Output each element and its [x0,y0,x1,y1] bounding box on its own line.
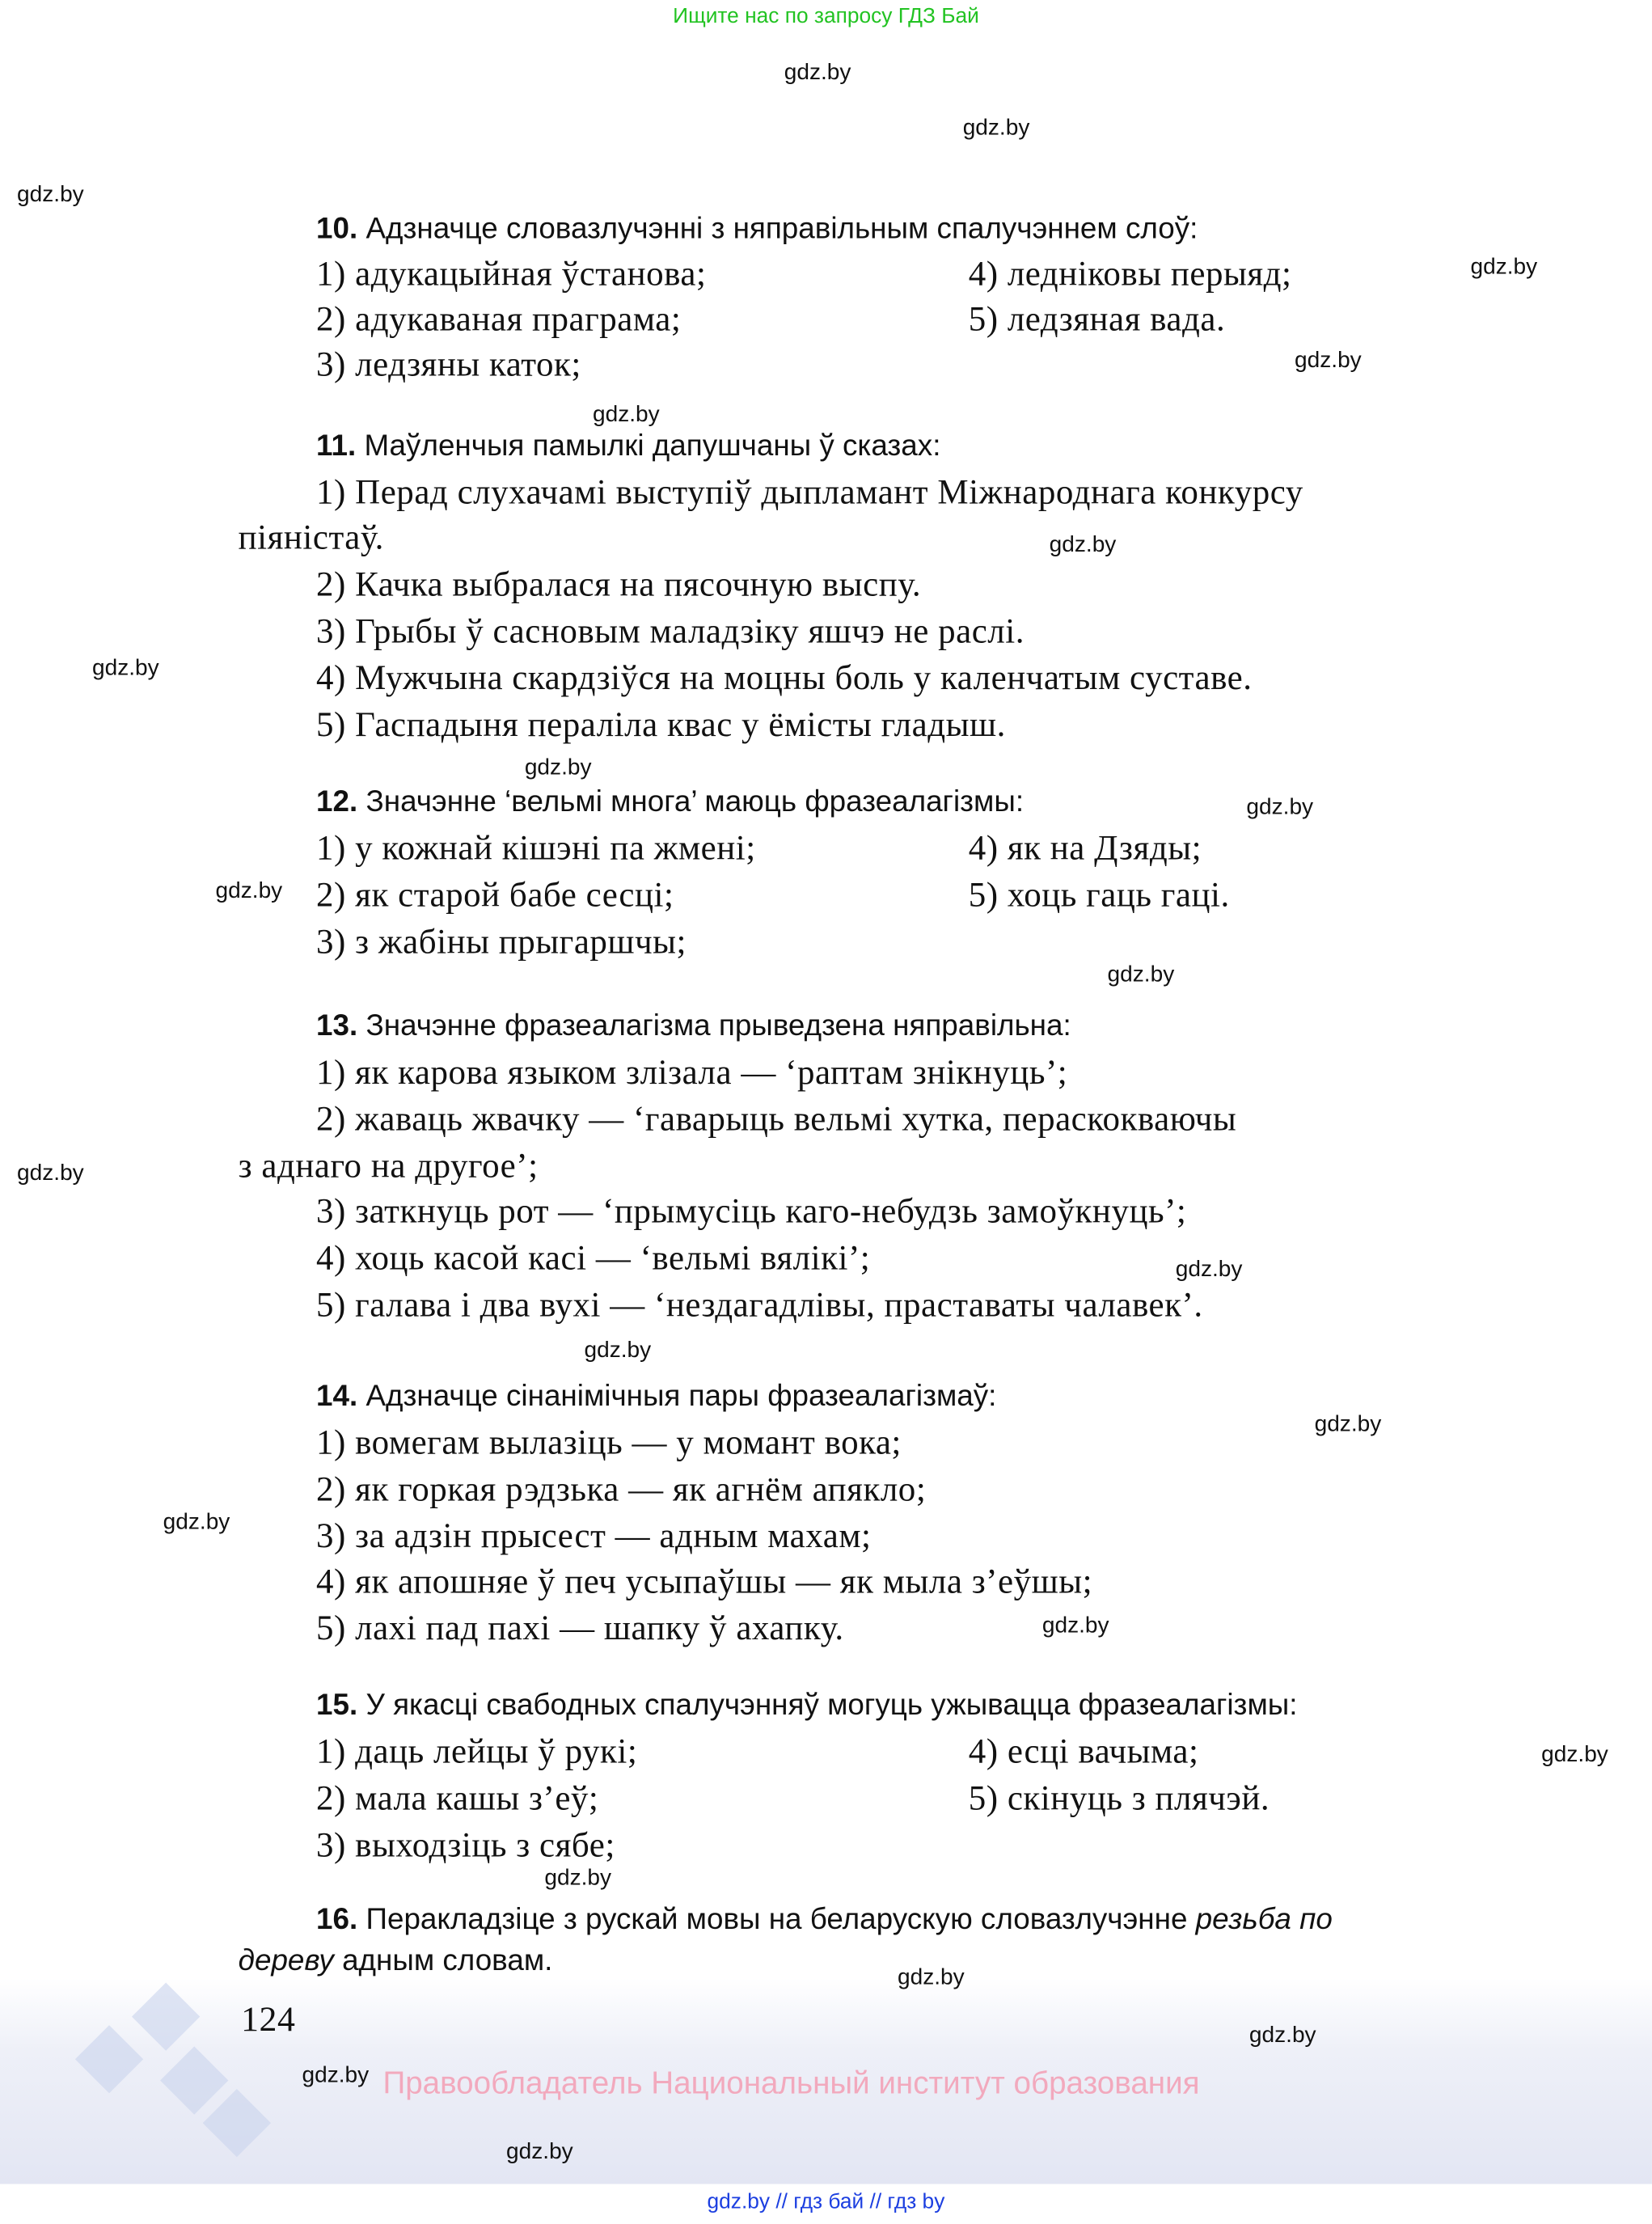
footer-links[interactable]: gdz.by // гдз бай // гдз by [707,2189,945,2214]
answer-option: 5) скінуць з плячэй. [968,1779,1270,1819]
watermark: gdz.by [1107,962,1175,987]
exercise-q13-heading [316,1008,1071,1046]
answer-option: 4) як апошняе ў печ усыпаўшы — як мыла з’еўшы; [316,1562,1093,1601]
exercise-prompt: Значэнне ‘вельмі многа’ маюць фразеалагізмы: [357,785,1025,818]
answer-option: 3) заткнуць рот — ‘прымусіць каго-небудзь замоўкнуць’; [316,1192,1187,1232]
exercise-number: 16. [316,1903,358,1936]
answer-option: 5) лахі пад пахі — шапку ў ахапку. [316,1609,844,1648]
watermark: gdz.by [1314,1412,1382,1437]
watermark: gdz.by [1175,1258,1243,1283]
exercise-prompt: Маўленчыя памылкі дапушчаны ў сказах: [356,429,941,463]
exercise-number: 13. [316,1009,358,1042]
russian-phrase: дереву [238,1944,334,1977]
watermark: gdz.by [91,656,159,681]
watermark: gdz.by [1049,533,1117,558]
exercise-q16-heading [316,1902,1333,1939]
answer-option: 2) адукаваная праграма; [316,300,682,340]
answer-option: 5) ледзяная вада. [968,300,1226,340]
answer-option: 4) Мужчына скардзіўся на моцны боль у каленчатым суставе. [316,659,1253,698]
diamond-decoration [75,2025,143,2093]
search-hint: Ищите нас по запросу ГДЗ Бай [673,4,979,29]
answer-option: 3) з жабіны прыгаршчы; [316,923,687,962]
answer-option: 2) Качка выбралася на пясочную выспу. [316,565,922,605]
answer-option: 4) хоць касой касі — ‘вельмі вялікі’; [316,1239,871,1278]
exercise-prompt: Значэнне фразеалагізма прыведзена няправільна: [357,1009,1071,1042]
answer-option: 4) як на Дзяды; [968,829,1202,869]
exercise-number: 12. [316,785,358,818]
watermark: gdz.by [215,879,283,904]
watermark: gdz.by [1295,349,1362,374]
watermark: gdz.by [898,1965,965,1990]
copyright-notice: Правообладатель Национальный институт образования [382,2065,1200,2101]
exercise-prompt: Перакладзіце з рускай мовы на беларускую словазлучэнне [357,1903,1196,1936]
answer-option: 3) выходзіць з сябе; [316,1826,615,1865]
answer-option: 5) хоць гаць гаці. [968,876,1230,915]
answer-option: 1) як карова языком злізала — ‘раптам знікнуць’; [316,1053,1068,1093]
answer-option: 1) даць лейцы ў рукі; [316,1732,638,1772]
answer-option: 5) Гаспадыня пераліла квас у ёмісты гладыш. [316,706,1006,745]
exercise-q10-heading [316,211,1198,248]
watermark: gdz.by [1246,795,1314,820]
diamond-decoration [160,2046,228,2114]
exercise-number: 15. [316,1689,358,1722]
answer-option: 1) Перад слухачамі выступіў дыпламант Міжнароднага конкурсу [316,473,1303,513]
watermark: gdz.by [17,1161,84,1186]
answer-option: 2) жаваць жвачку — ‘гаварыць вельмі хутка, пераскокваючы [316,1100,1237,1139]
watermark: gdz.by [584,1338,652,1364]
watermark: gdz.by [302,2063,370,2088]
diamond-decoration [132,1982,200,2050]
watermark: gdz.by [962,116,1030,141]
watermark: gdz.by [1249,2023,1316,2049]
answer-option: 4) ледніковы перыяд; [968,255,1292,294]
exercise-prompt: Адзначце словазлучэнні з няправільным спалучэннем слоў: [357,213,1198,246]
answer-option: 1) адукацыйная ўстанова; [316,255,707,294]
exercise-q11-heading [316,429,940,466]
answer-option: 4) есці вачыма; [968,1732,1199,1772]
answer-option: 2) як старой бабе сесці; [316,876,674,915]
watermark: gdz.by [1041,1613,1109,1638]
exercise-prompt: У якасці свабодных спалучэнняў могуць ужывацца фразеалагізмы: [357,1689,1298,1722]
exercise-q14-heading [316,1378,996,1415]
watermark: gdz.by [1541,1743,1608,1767]
exercise-q12-heading [316,784,1024,822]
exercise-prompt: адным словам. [333,1944,553,1977]
exercise-prompt: Адзначце сінанімічныя пары фразеалагізмаў: [357,1380,997,1413]
russian-phrase: резьба по [1195,1903,1333,1936]
watermark: gdz.by [524,755,592,780]
page-number: 124 [241,2001,296,2040]
exercise-number: 11. [316,429,357,463]
watermark: gdz.by [593,403,660,427]
answer-option: 2) як горкая рэдзька — як агнём апякло; [316,1470,927,1509]
watermark: gdz.by [1470,255,1538,280]
watermark: gdz.by [784,61,851,86]
answer-option: 1) у кожнай кішэні па жмені; [316,829,756,869]
exercise-number: 14. [316,1380,358,1413]
watermark: gdz.by [506,2140,573,2164]
answer-option: 3) ледзяны каток; [316,345,581,385]
exercise-q16-continuation [239,1943,553,1980]
exercise-q15-heading [316,1688,1297,1725]
answer-option: 3) за адзін прысест — адным махам; [316,1517,872,1556]
answer-option: 2) мала кашы з’еў; [316,1779,599,1819]
answer-option: 3) Грыбы ў сасновым маладзіку яшчэ не раслі. [316,612,1025,651]
answer-option: 5) галава і два вухі — ‘нездагадлівы, праставаты чалавек’. [316,1286,1203,1325]
diamond-decoration [203,2089,271,2157]
answer-option: з аднаго на другое’; [238,1147,539,1186]
watermark: gdz.by [17,183,84,208]
watermark: gdz.by [163,1510,230,1535]
answer-option: піяністаў. [238,518,384,558]
exercise-number: 10. [316,213,358,246]
answer-option: 1) вомегам вылазіць — у момант вока; [316,1423,902,1462]
watermark: gdz.by [544,1866,612,1891]
